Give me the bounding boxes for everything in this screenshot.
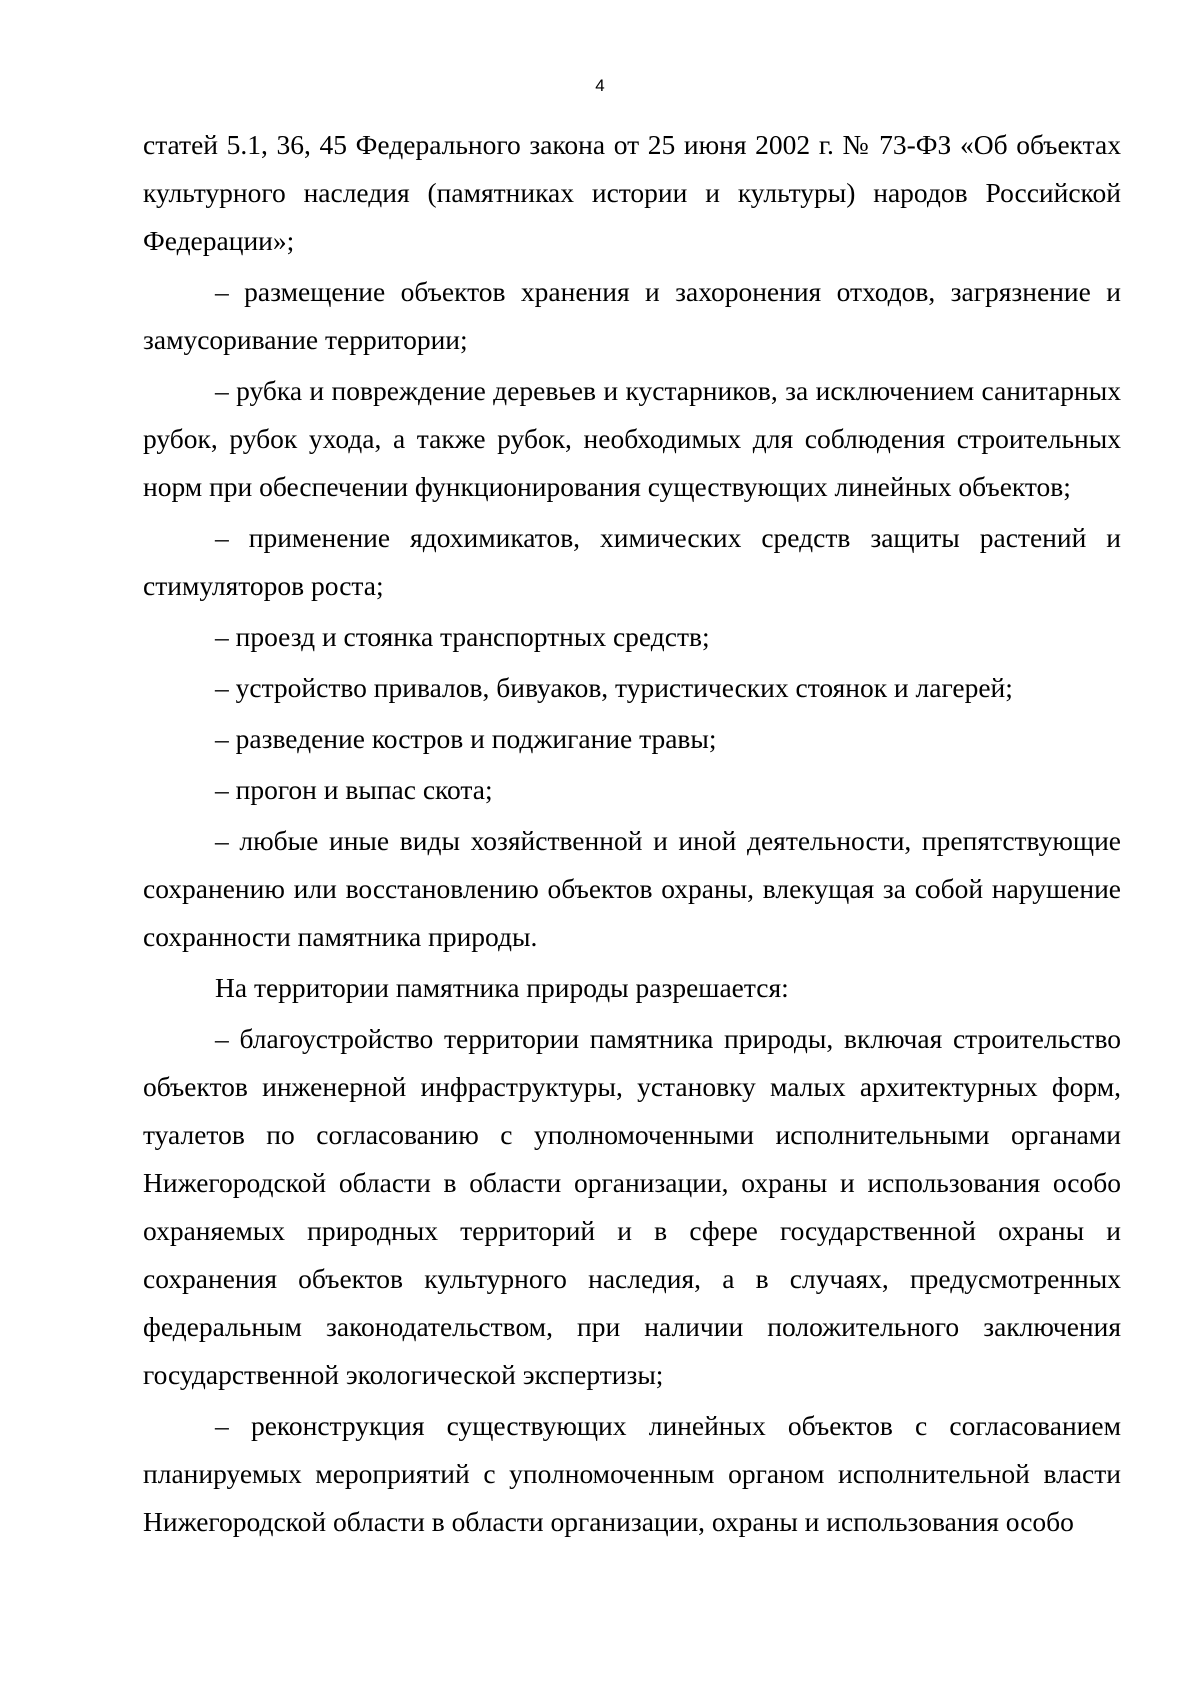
paragraph-allowed-reconstruction: – реконструкция существующих линейных объектов с согласованием планируемых мероприятий с уполномоченным органом исполнительной власти Нижегородской области в области организации, охраны и использования особо bbox=[143, 1410, 1121, 1537]
paragraph-prohibition-cattle: – прогон и выпас скота; bbox=[215, 774, 493, 805]
page-number: 4 bbox=[595, 76, 605, 95]
paragraph-prohibition-chemicals: – применение ядохимикатов, химических средств защиты растений и стимуляторов роста; bbox=[143, 522, 1121, 601]
paragraph-prohibition-logging: – рубка и повреждение деревьев и кустарников, за исключением санитарных рубок, рубок ухода, а также рубок, необходимых для соблюдения строительных норм при обеспечении функционирования существующих линейных объектов; bbox=[143, 375, 1121, 502]
document-body bbox=[143, 121, 1121, 1549]
paragraph-allowed-heading: На территории памятника природы разрешается: bbox=[215, 972, 789, 1003]
paragraph-prohibition-camps: – устройство привалов, бивуаков, туристических стоянок и лагерей; bbox=[215, 672, 1013, 703]
paragraph-allowed-landscaping: – благоустройство территории памятника природы, включая строительство объектов инженерной инфраструктуры, установку малых архитектурных форм, туалетов по согласованию с уполномоченными исполнительными органами Нижегородской области в области организации, охраны и использования особо охраняемых природных территорий и в сфере государственной охраны и сохранения объектов культурного наследия, а в случаях, предусмотренных федеральным законодательством, при наличии положительного заключения государственной экологической экспертизы; bbox=[143, 1023, 1121, 1390]
paragraph-prohibition-vehicles: – проезд и стоянка транспортных средств; bbox=[215, 621, 710, 652]
paragraph-prohibition-other: – любые иные виды хозяйственной и иной деятельности, препятствующие сохранению или восстановлению объектов охраны, влекущая за собой нарушение сохранности памятника природы. bbox=[143, 825, 1121, 952]
paragraph-prohibition-fires: – разведение костров и поджигание травы; bbox=[215, 723, 717, 754]
paragraph-law-reference: статей 5.1, 36, 45 Федерального закона от 25 июня 2002 г. № 73-ФЗ «Об объектах культурного наследия (памятниках истории и культуры) народов Российской Федерации»; bbox=[143, 129, 1121, 256]
paragraph-prohibition-waste: – размещение объектов хранения и захоронения отходов, загрязнение и замусоривание территории; bbox=[143, 276, 1121, 355]
